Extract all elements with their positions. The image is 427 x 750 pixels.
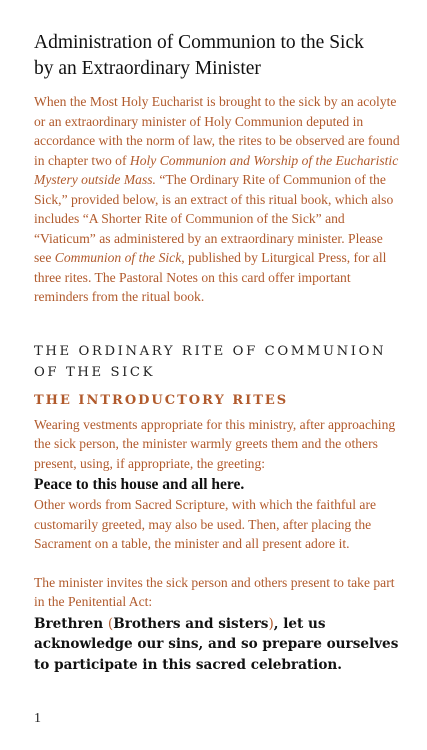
title-line-2: by an Extraordinary Minister <box>34 58 261 79</box>
intro-paragraph <box>34 92 400 307</box>
book-title-holy-communion: Holy Communion and Worship of the Eucharistic Mystery outside Mass. <box>34 152 399 187</box>
spacer <box>34 554 400 573</box>
intro-text-1: When the Most Holy Eucharist is brought to the sick by an acolyte or an extraordinary minister of Holy Communion deputed in accordance with the norm of law, the rites to be observed are found in chapter two of <box>34 94 400 168</box>
intro-text-3: , published by Liturgical Press, for all three rites. The Pastoral Notes on this card offer important reminders from the ritual book. <box>34 250 387 304</box>
penitential-invitation-text <box>34 614 400 676</box>
rubric-scripture-adoration: Other words from Sacred Scripture, with which the faithful are customarily greeted, may also be used. Then, after placing the Sacrament on a table, the minister and all present adore it. <box>34 497 377 551</box>
invitation-alternative: Brothers and sisters <box>113 615 269 632</box>
page-number: 1 <box>34 711 41 726</box>
title-line-1: Administration of Communion to the Sick <box>34 32 364 53</box>
page-title <box>34 30 400 82</box>
invitation-part-b: , let us acknowledge our sins, and so prepare ourselves to participate in this sacred celebration. <box>34 615 399 673</box>
section-heading: THE ORDINARY RITE OF COMMUNION OF THE SICK <box>34 343 387 380</box>
section-subheading: THE INTRODUCTORY RITES <box>34 392 289 408</box>
card-page <box>34 30 400 675</box>
paren-close: ) <box>268 615 274 632</box>
paren-open: ( <box>107 615 114 632</box>
intro-text-2: “The Ordinary Rite of Communion of the Sick,” provided below, is an extract of this ritual book, which also includes “A Shorter Rite of Communion of the Sick” and “Viaticum” as administered by an extraordinary minister. Please see <box>34 172 394 265</box>
book-title-communion-of-the-sick: Communion of the Sick <box>54 250 182 265</box>
rubric-greeting-instruction: Wearing vestments appropriate for this ministry, after approaching the sick person, the minister warmly greets them and the others present, using, if appropriate, the greeting: <box>34 416 396 471</box>
invitation-part-a: Brethren <box>34 615 108 632</box>
rubric-penitential-invitation: The minister invites the sick person and others present to take part in the Penitential Act: <box>34 574 395 609</box>
greeting-text: Peace to this house and all here. <box>34 476 245 493</box>
